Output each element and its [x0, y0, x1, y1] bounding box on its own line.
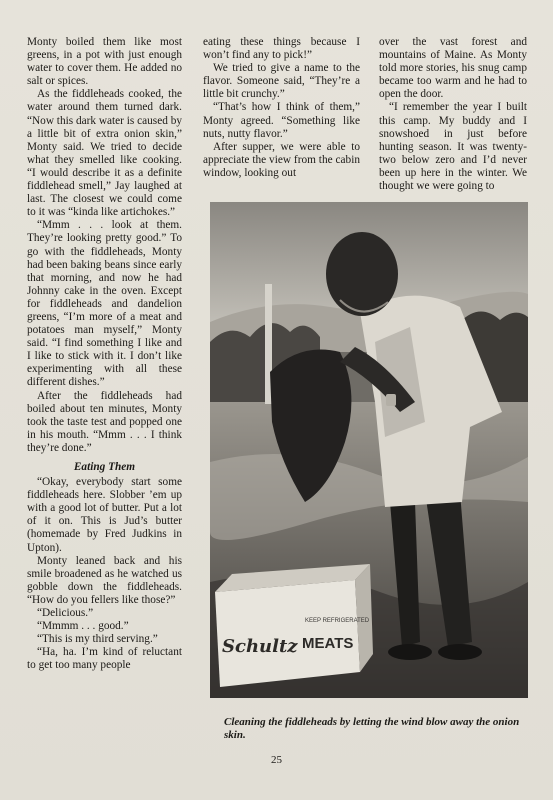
- paragraph: “That’s how I think of them,” Monty agreed. “Something like nuts, nutty flavor.”: [203, 101, 360, 140]
- paragraph: “I remember the year I built this camp. My buddy and I snowshoed in just before hunting season. It was twenty-two below zero and I’d never been up here in the winter. We thought we were going to: [379, 101, 527, 193]
- page-number: 25: [271, 754, 282, 766]
- paragraph: “Mmmm . . . good.”: [37, 620, 129, 633]
- text-column-2: [203, 36, 360, 180]
- paragraph: We tried to give a name to the flavor. Someone said, “They’re a little bit crunchy.”: [203, 62, 360, 101]
- text-column-3: [379, 36, 527, 193]
- paragraph: After the fiddleheads had boiled about ten minutes, Monty took the taste test and popped one in his mouth. “Mmm . . . I think they’re done.”: [27, 389, 182, 454]
- paragraph: “Okay, everybody start some fiddleheads here. Slobber ’em up with a good lot of butter. Put a lot of it on. This is Jud’s butter (homemade by Fred Judkins in Upton).: [27, 476, 182, 554]
- paragraph: “Ha, ha. I’m kind of reluctant to get too many people: [27, 646, 182, 672]
- paragraph: “Delicious.”: [37, 607, 94, 620]
- paragraph: eating these things because I won’t find any to pick!”: [203, 36, 360, 62]
- paragraph: Monty boiled them like most greens, in a pot with just enough water to cover them. He added no salt or spices.: [27, 36, 182, 88]
- paragraph: Monty leaned back and his smile broadened as he watched us gobble down the fiddleheads. “How do you fellers like those?”: [27, 554, 182, 606]
- box-product-text: MEATS: [302, 635, 354, 652]
- paragraph: “This is my third serving.”: [37, 633, 158, 646]
- paragraph: After supper, we were able to appreciate the view from the cabin window, looking out: [203, 140, 360, 179]
- box-brand-text: Schultz: [222, 636, 298, 657]
- cardboard-box: [215, 580, 360, 687]
- photograph: [210, 202, 528, 698]
- paragraph: over the vast forest and mountains of Maine. As Monty told more stories, his snug camp became too warm and he had to open the door.: [379, 36, 527, 101]
- paragraph: “Mmm . . . look at them. They’re looking pretty good.” To go with the fiddleheads, Monty had been baking beans since early that morning, and now he had Johnny cake in the oven. Except for fiddleheads and dandelion greens, “I’m more of a meat and potatoes man myself,” Monty said. “I find something I like and I like to stick with it. I don’t like experimenting with all these different dishes.”: [27, 219, 182, 389]
- shoe: [438, 644, 482, 660]
- section-subheading: Eating Them: [73, 461, 136, 473]
- paragraph: As the fiddleheads cooked, the water around them turned dark. “Now this dark water is caused by a little bit of extra onion skin,” Monty said. We tried to decide what they smelled like cooking. “I would describe it as a definite fiddlehead smell,” Jay laughed at last. The closest we could come to it was “kinda like artichokes.”: [27, 88, 182, 219]
- box-label-small: KEEP REFRIGERATED: [305, 618, 370, 624]
- text-column-1: [27, 36, 182, 673]
- photo-caption: Cleaning the fiddleheads by letting the wind blow away the onion skin.: [224, 716, 520, 741]
- wristwatch: [386, 394, 396, 406]
- shoe: [388, 644, 432, 660]
